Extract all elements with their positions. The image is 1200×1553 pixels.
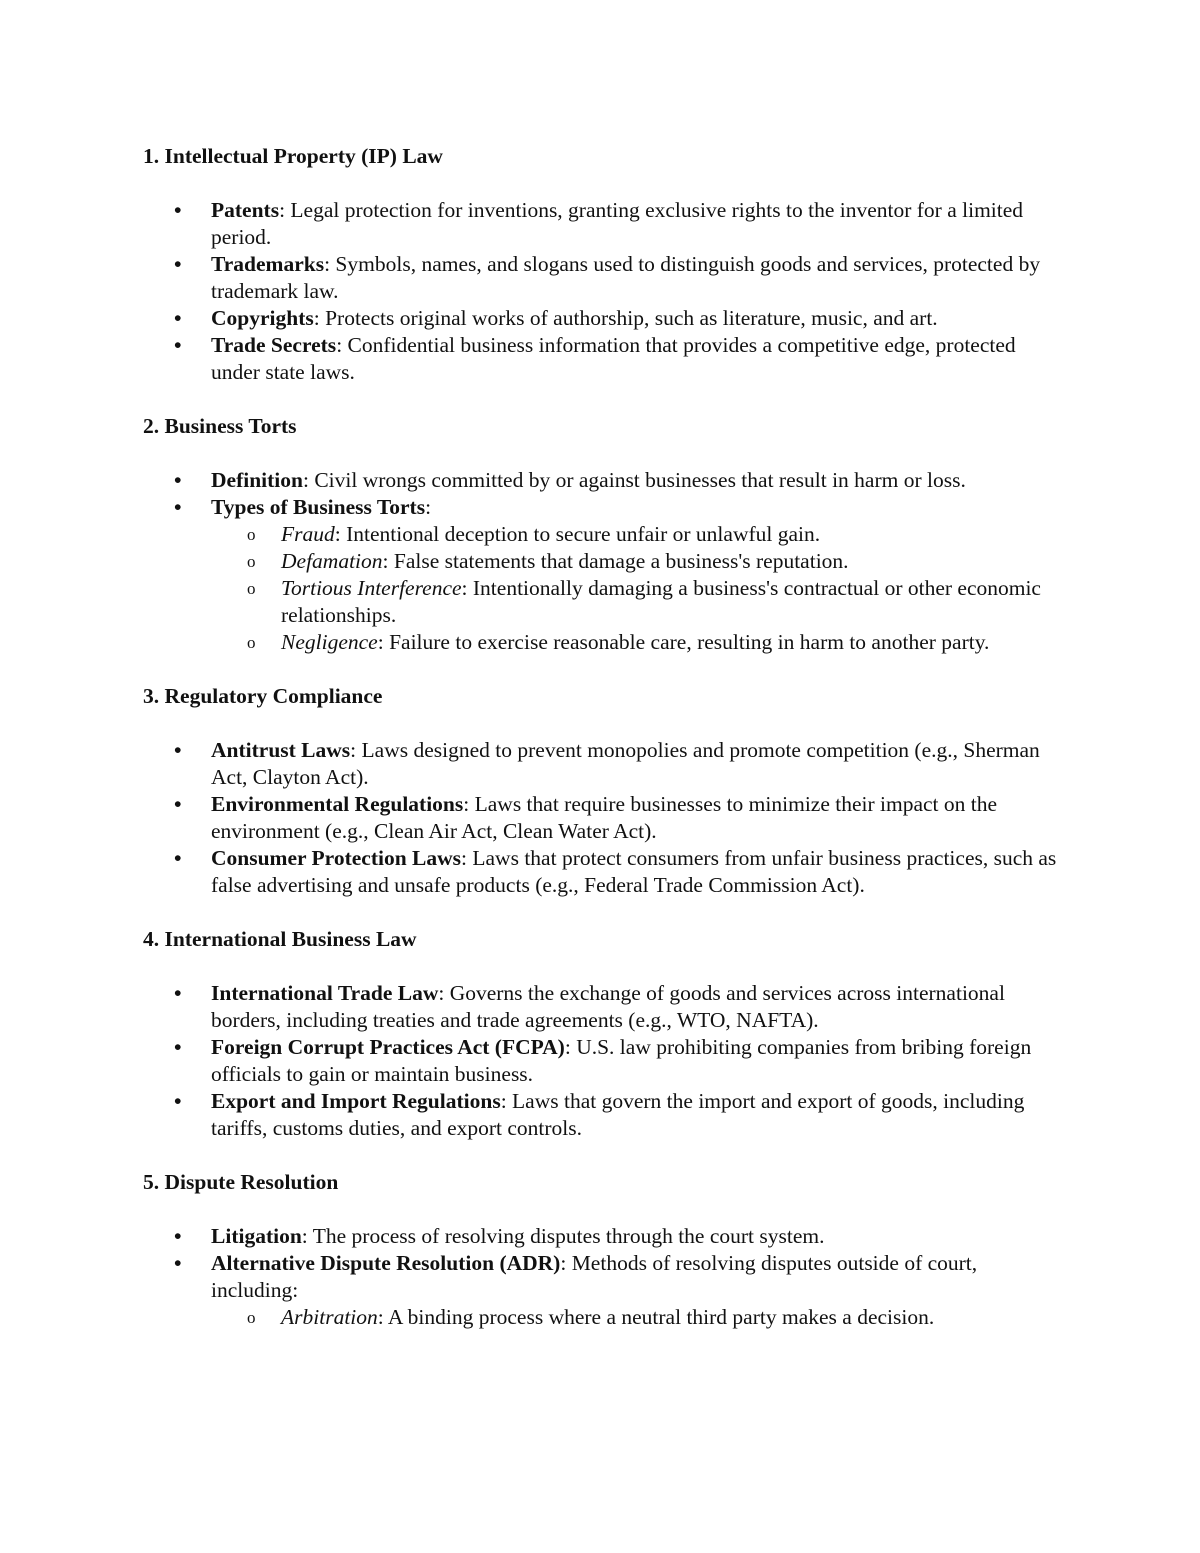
item-term: Alternative Dispute Resolution (ADR) [211, 1251, 561, 1275]
bullet-icon: • [174, 198, 182, 222]
bullet-icon: • [174, 306, 182, 330]
item-term: Trademarks [211, 252, 325, 276]
section-number: 2. [143, 414, 160, 438]
section [143, 683, 1063, 899]
circle-bullet-icon: o [247, 525, 256, 544]
bullet-icon: • [174, 333, 182, 357]
section [143, 1169, 1063, 1331]
list-item [143, 251, 1063, 305]
section-title: International Business Law [164, 927, 417, 951]
list-item [143, 980, 1063, 1034]
item-term: Trade Secrets [211, 333, 337, 357]
bullet-icon: • [174, 1251, 182, 1275]
item-term: Copyrights [211, 306, 314, 330]
sub-item-text: : Failure to exercise reasonable care, resulting in harm to another party. [377, 630, 990, 654]
item-term: Patents [211, 198, 280, 222]
sub-item-text: : A binding process where a neutral third party makes a decision. [377, 1305, 935, 1329]
list-item [143, 845, 1063, 899]
sub-bullet-list [143, 521, 1063, 656]
list-item [143, 1088, 1063, 1142]
sub-item-text: : False statements that damage a business's reputation. [382, 549, 849, 573]
sub-list-item [143, 575, 1063, 629]
item-term: Environmental Regulations [211, 792, 464, 816]
item-text: : Protects original works of authorship, such as literature, music, and art. [313, 306, 938, 330]
list-item [143, 494, 1063, 656]
section [143, 926, 1063, 1142]
item-term: International Trade Law [211, 981, 439, 1005]
item-term: Consumer Protection Laws [211, 846, 462, 870]
circle-bullet-icon: o [247, 633, 256, 652]
bullet-icon: • [174, 468, 182, 492]
section-heading [143, 143, 1063, 170]
sub-item-term: Arbitration [281, 1305, 378, 1329]
item-text: : Methods of resolving disputes outside of court, including: [211, 1251, 978, 1302]
item-text: : Laws that protect consumers from unfair business practices, such as false advertising and unsafe products (e.g., Federal Trade Commission Act). [211, 846, 1057, 897]
sub-list-item [143, 629, 1063, 656]
item-term: Foreign Corrupt Practices Act (FCPA) [211, 1035, 565, 1059]
list-item [143, 791, 1063, 845]
sub-item-term: Tortious Interference [281, 576, 462, 600]
item-term: Export and Import Regulations [211, 1089, 501, 1113]
list-item [143, 1223, 1063, 1250]
section-title: Intellectual Property (IP) Law [164, 144, 443, 168]
section-heading [143, 683, 1063, 710]
bullet-icon: • [174, 1224, 182, 1248]
section-title: Business Torts [164, 414, 297, 438]
item-text: : Symbols, names, and slogans used to distinguish goods and services, protected by trademark law. [211, 252, 1041, 303]
item-text: : U.S. law prohibiting companies from bribing foreign officials to gain or maintain business. [211, 1035, 1032, 1086]
sub-bullet-list [143, 1304, 1063, 1331]
list-item [143, 332, 1063, 386]
item-term: Definition [211, 468, 303, 492]
bullet-list [143, 1223, 1063, 1331]
list-item [143, 737, 1063, 791]
item-text: : Governs the exchange of goods and services across international borders, including treaties and trade agreements (e.g., WTO, NAFTA). [211, 981, 1005, 1032]
section-heading [143, 926, 1063, 953]
bullet-list [143, 737, 1063, 899]
item-term: Types of Business Torts [211, 495, 426, 519]
item-text: : Legal protection for inventions, granting exclusive rights to the inventor for a limited period. [211, 198, 1024, 249]
sub-list-item [143, 548, 1063, 575]
bullet-list [143, 197, 1063, 386]
item-text: : Confidential business information that provides a competitive edge, protected under state laws. [211, 333, 1016, 384]
bullet-icon: • [174, 1035, 182, 1059]
document-content [143, 143, 1063, 1358]
section [143, 413, 1063, 656]
item-text: : Civil wrongs committed by or against businesses that result in harm or loss. [302, 468, 966, 492]
section-title: Regulatory Compliance [164, 684, 383, 708]
list-item [143, 197, 1063, 251]
list-item [143, 1034, 1063, 1088]
section-number: 5. [143, 1170, 160, 1194]
list-item [143, 467, 1063, 494]
item-text: : Laws that require businesses to minimize their impact on the environment (e.g., Clean Air Act, Clean Water Act). [211, 792, 998, 843]
bullet-icon: • [174, 846, 182, 870]
bullet-list [143, 980, 1063, 1142]
sub-item-term: Defamation [281, 549, 383, 573]
section-number: 3. [143, 684, 160, 708]
sub-list-item [143, 521, 1063, 548]
item-text: : Laws that govern the import and export of goods, including tariffs, customs duties, and export controls. [211, 1089, 1025, 1140]
sub-item-text: : Intentional deception to secure unfair or unlawful gain. [334, 522, 821, 546]
bullet-icon: • [174, 738, 182, 762]
item-text: : The process of resolving disputes through the court system. [301, 1224, 825, 1248]
item-term: Litigation [211, 1224, 302, 1248]
list-item [143, 305, 1063, 332]
section-number: 4. [143, 927, 160, 951]
list-item [143, 1250, 1063, 1331]
section-title: Dispute Resolution [164, 1170, 339, 1194]
circle-bullet-icon: o [247, 552, 256, 571]
section-number: 1. [143, 144, 160, 168]
sub-list-item [143, 1304, 1063, 1331]
section [143, 143, 1063, 386]
sub-item-text: : Intentionally damaging a business's contractual or other economic relationships. [281, 576, 1041, 627]
sub-item-term: Fraud [281, 522, 335, 546]
bullet-icon: • [174, 981, 182, 1005]
bullet-icon: • [174, 252, 182, 276]
item-text: : Laws designed to prevent monopolies and promote competition (e.g., Sherman Act, Clayton Act). [211, 738, 1040, 789]
circle-bullet-icon: o [247, 1308, 256, 1327]
bullet-icon: • [174, 1089, 182, 1113]
bullet-icon: • [174, 495, 182, 519]
bullet-icon: • [174, 792, 182, 816]
bullet-list [143, 467, 1063, 656]
section-heading [143, 413, 1063, 440]
item-term: Antitrust Laws [211, 738, 351, 762]
item-text: : [425, 495, 432, 519]
circle-bullet-icon: o [247, 579, 256, 598]
sub-item-term: Negligence [281, 630, 378, 654]
section-heading [143, 1169, 1063, 1196]
